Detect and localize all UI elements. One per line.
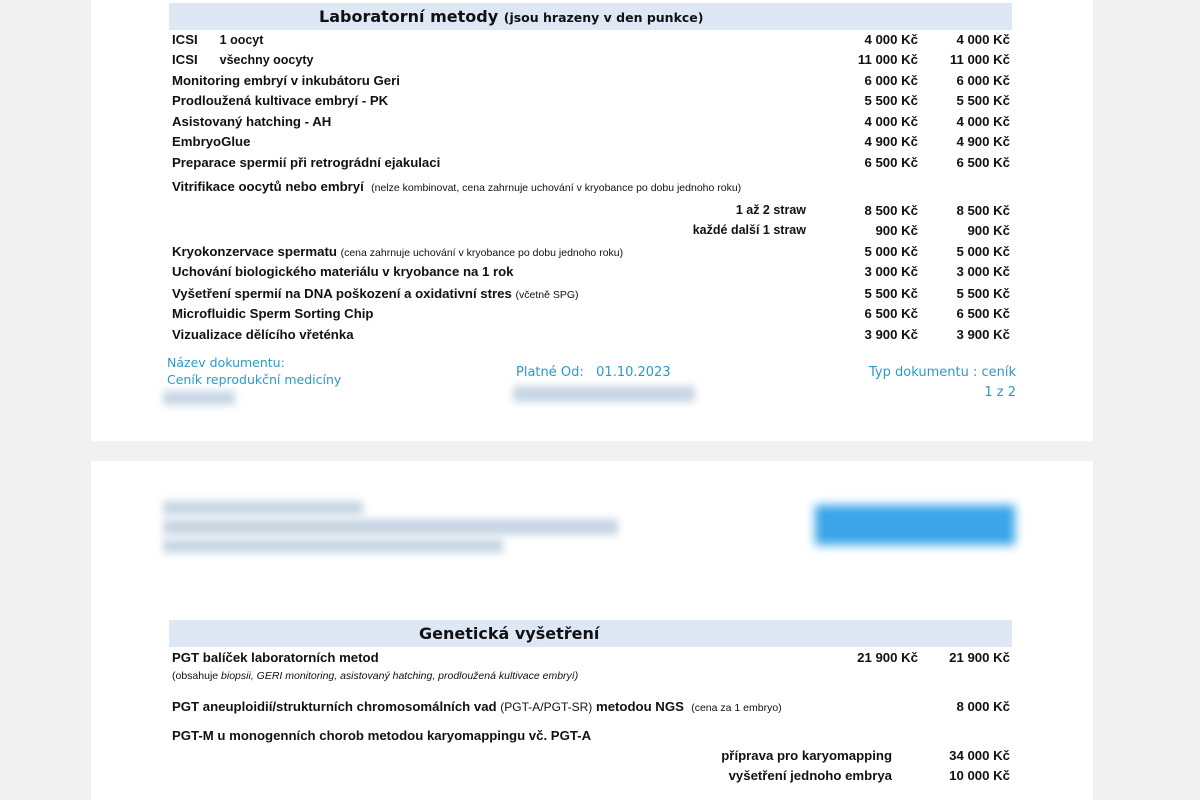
price-row: EmbryoGlue 4 900 Kč 4 900 Kč [172,134,1010,149]
doc-type: Typ dokumentu : ceník [869,365,1016,380]
lab-methods-title: Laboratorní metody [319,7,499,26]
valid-from: Platné Od: 01.10.2023 [516,365,671,380]
redacted-badge [815,505,1015,545]
document-page-1 [91,0,1093,441]
price-row: Preparace spermií při retrográdní ejakulaci 6 500 Kč 6 500 Kč [172,155,1010,170]
price-row: ICSI všechny oocyty 11 000 Kč 11 000 Kč [172,52,1010,67]
price-row: Monitoring embryí v inkubátoru Geri 6 000 Kč 6 000 Kč [172,73,1010,88]
redacted-text [513,386,695,402]
lab-methods-header [169,3,1012,30]
price-row: Microfluidic Sperm Sorting Chip 6 500 Kč 6 500 Kč [172,306,1010,321]
price-row: Vyšetření spermií na DNA poškození a oxidativní stres (včetně SPG) 5 500 Kč 5 500 Kč [172,286,1010,301]
doc-name: Ceník reprodukční medicíny [167,372,342,387]
price-row: ICSI 1 oocyt 4 000 Kč 4 000 Kč [172,32,1010,47]
pgt-m-subrow: příprava pro karyomapping 34 000 Kč [721,748,1010,763]
vitrification-subrow: 1 až 2 straw 8 500 Kč 8 500 Kč [735,203,1010,218]
price-row: Kryokonzervace spermatu (cena zahrnuje uchování v kryobance po dobu jednoho roku) 5 000 Kč 5 000 Kč [172,244,1010,259]
price-row: Vizualizace dělícího vřeténka 3 900 Kč 3 900 Kč [172,327,1010,342]
document-page-2 [91,461,1093,800]
genetic-header [169,620,1012,647]
price-row: PGT balíček laboratorních metod 21 900 Kč 21 900 Kč [172,650,1010,665]
doc-name-label: Název dokumentu: [167,355,285,370]
redacted-text [163,391,235,405]
lab-methods-title-note: (jsou hrazeny v den punkce) [503,10,704,25]
genetic-title: Genetická vyšetření [419,624,600,643]
redacted-logo-text [163,539,503,553]
redacted-logo-text [163,519,618,535]
vitrification-row: Vitrifikace oocytů nebo embryí (nelze kombinovat, cena zahrnuje uchování v kryobance po dobu jednoho roku) [172,179,742,194]
pgt-m-subrow: vyšetření jednoho embrya 10 000 Kč [728,768,1010,783]
price-row: Asistovaný hatching - AH 4 000 Kč 4 000 Kč [172,114,1010,129]
price-row: PGT aneuploidií/strukturních chromosomálních vad (PGT-A/PGT-SR) metodou NGS (cena za 1 embryo) 8 000 Kč [172,699,1010,714]
vitrification-subrow: každé další 1 straw 900 Kč 900 Kč [692,223,1010,238]
redacted-logo-text [163,501,363,515]
price-row: Uchování biologického materiálu v kryobance na 1 rok 3 000 Kč 3 000 Kč [172,264,1010,279]
page-number: 1 z 2 [984,385,1016,400]
package-note: (obsahuje biopsii, GERI monitoring, asistovaný hatching, prodloužená kultivace embryí) [172,670,579,682]
price-row: Prodloužená kultivace embryí - PK 5 500 Kč 5 500 Kč [172,93,1010,108]
pgt-m-row: PGT-M u monogenních chorob metodou karyomappingu vč. PGT-A [172,728,592,743]
